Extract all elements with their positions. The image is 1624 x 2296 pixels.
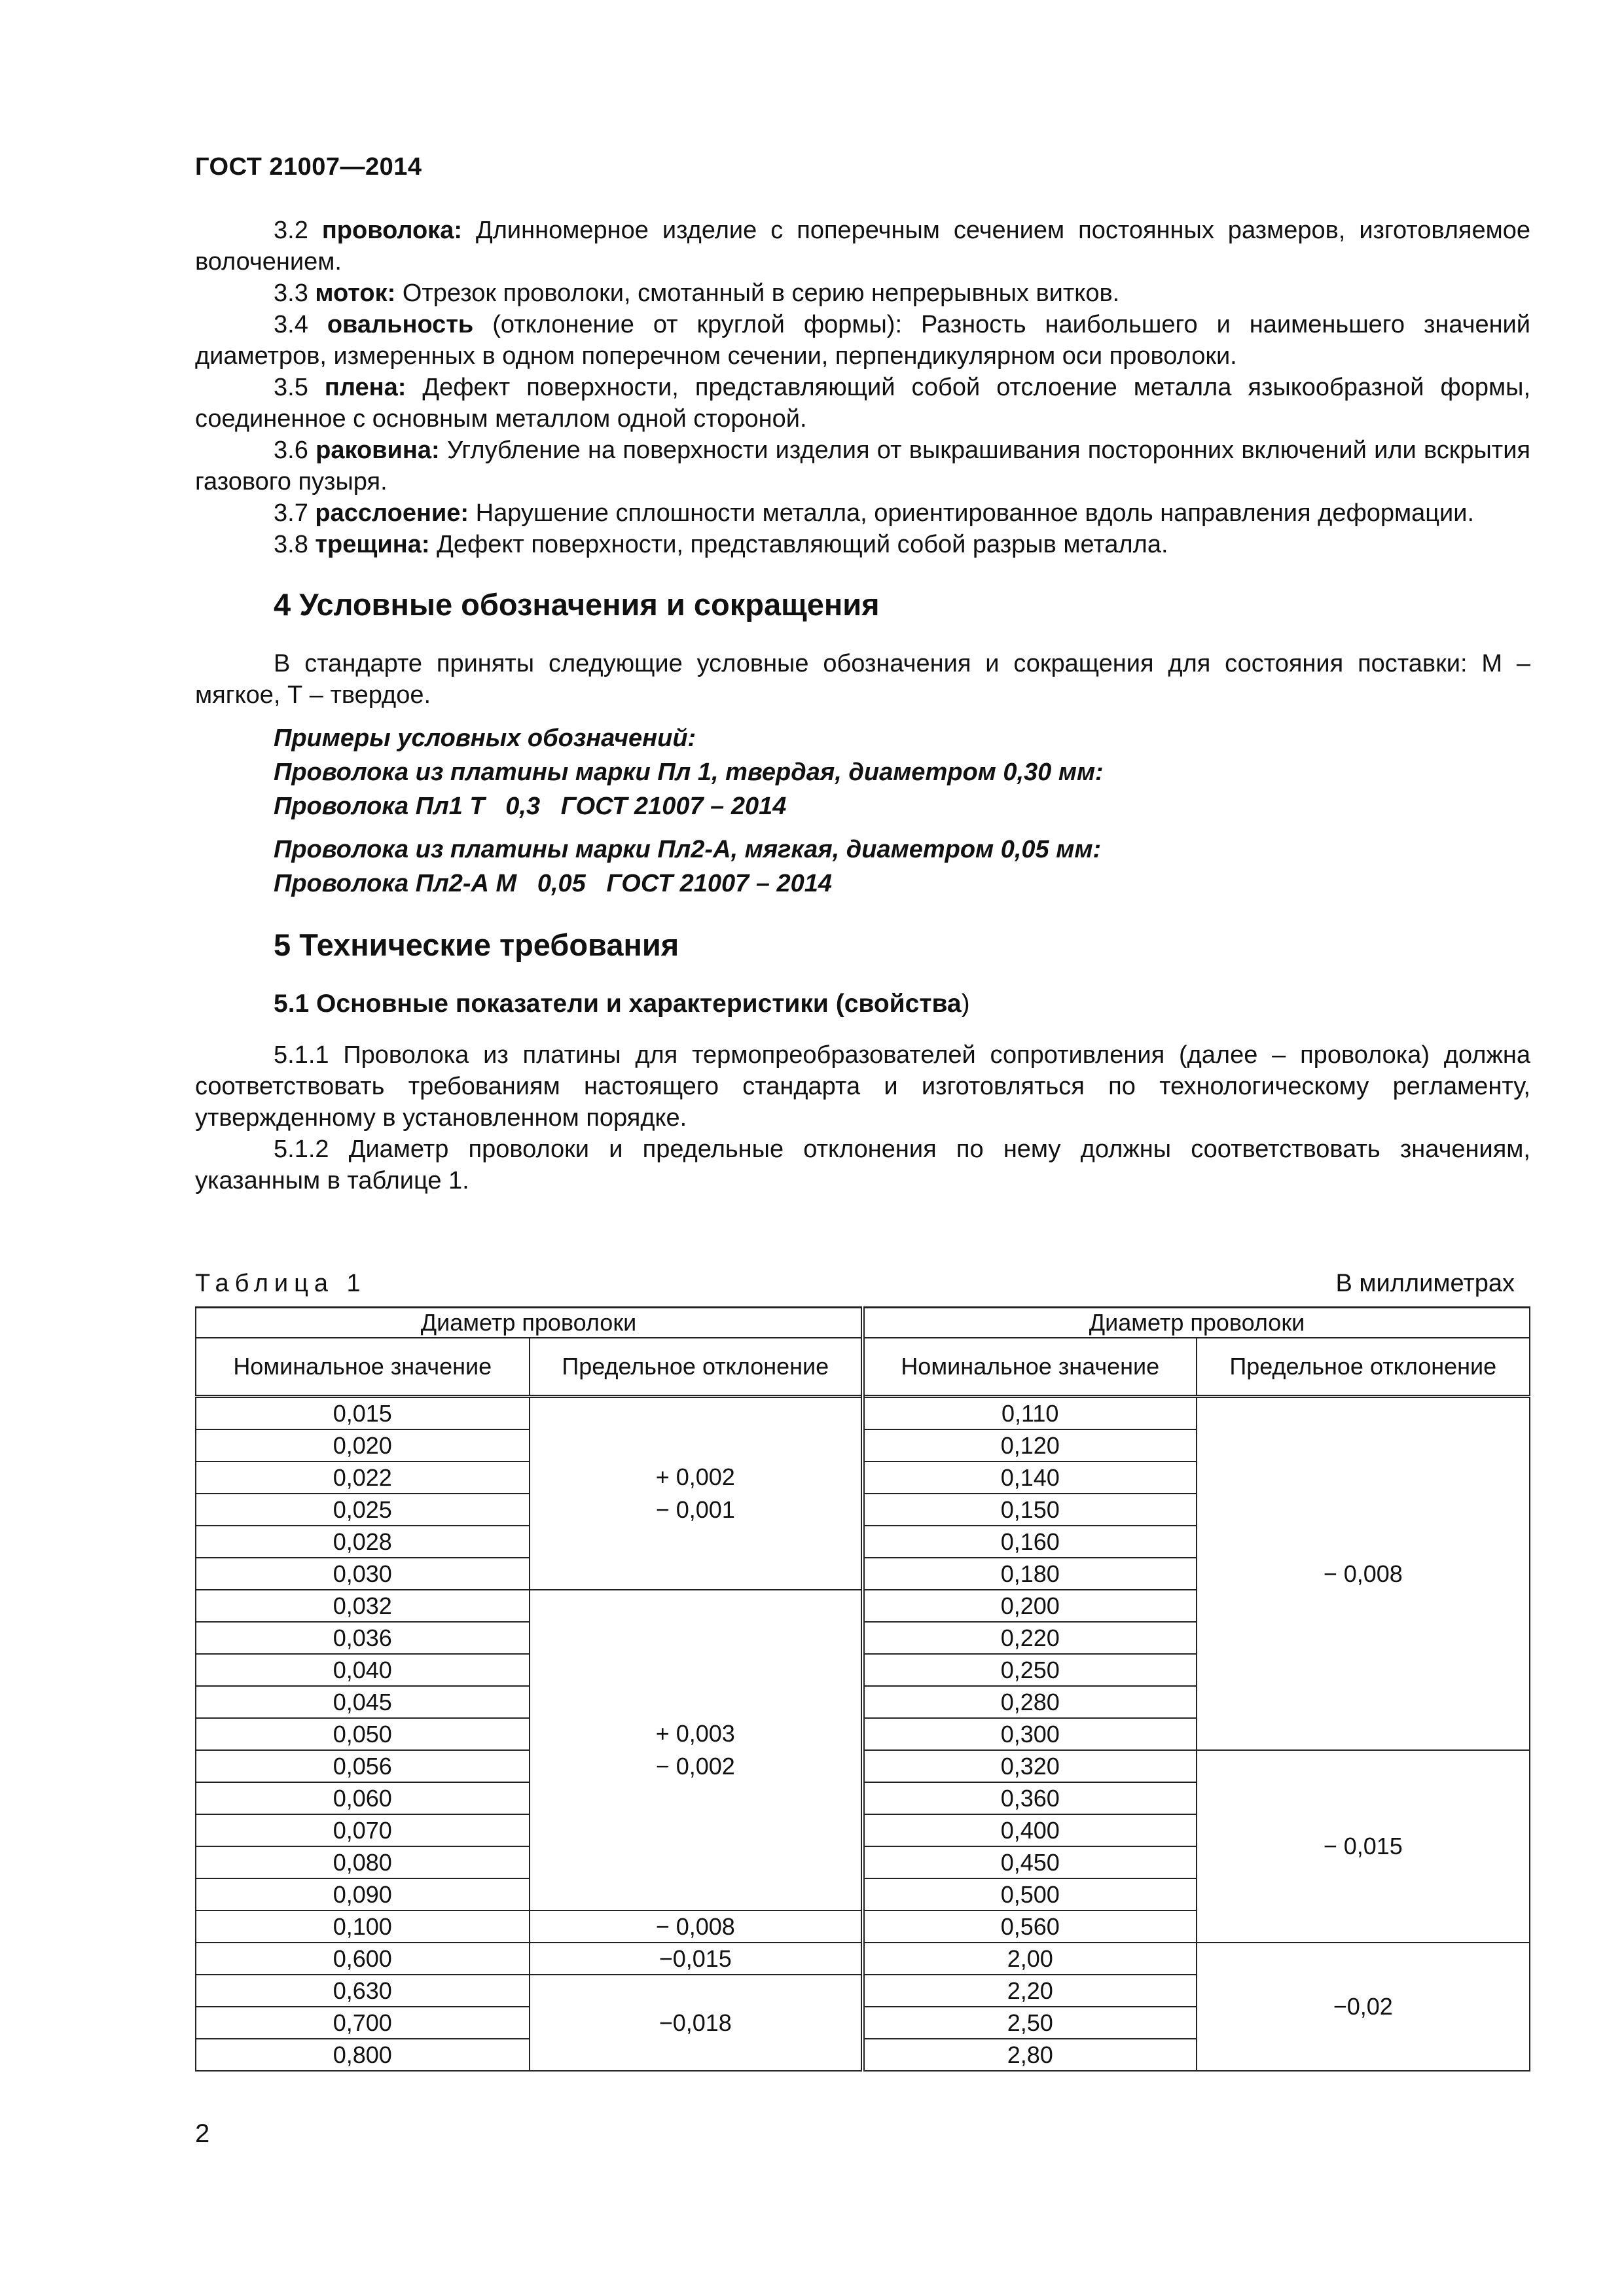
- left-tolerance-cell: − 0,008: [530, 1910, 863, 1943]
- right-nominal-cell: 2,00: [863, 1943, 1197, 1975]
- left-nominal-cell: 0,040: [196, 1654, 530, 1686]
- examples-title: Примеры условных обозначений:: [274, 725, 696, 752]
- table-caption: Таблица 1: [195, 1270, 367, 1297]
- table-caption-row: [195, 1270, 1515, 1302]
- paragraph-5-1-2: 5.1.2 Диаметр проволоки и предельные отклонения по нему должны соответствовать значениям, указанным в таблице 1.: [195, 1136, 1530, 1194]
- example-1-designation: Проволока Пл1 Т 0,3 ГОСТ 21007 – 2014: [274, 793, 787, 820]
- table-row: [196, 1943, 1530, 1975]
- left-nominal-cell: 0,070: [196, 1814, 530, 1846]
- right-nominal-cell: 2,80: [863, 2039, 1197, 2071]
- table-body: [196, 1397, 1530, 2072]
- left-nominal-cell: 0,100: [196, 1910, 530, 1943]
- definition-3-8: 3.8 трещина: Дефект поверхности, представляющий собой разрыв металла.: [274, 531, 1168, 558]
- definition-3-4: 3.4 овальность (отклонение от круглой формы): Разность наибольшего и наименьшего значений диаметров, измеренных в одном поперечном сечении, перпендикулярном оси проволоки.: [195, 311, 1531, 370]
- left-nominal-cell: 0,028: [196, 1526, 530, 1558]
- right-nominal-header: Номинальное значение: [863, 1338, 1197, 1397]
- section-5-1-title: 5.1 Основные показатели и характеристики (свойства): [274, 990, 970, 1018]
- definition-3-6: 3.6 раковина: Углубление на поверхности изделия от выкрашивания посторонних включений или вскрытия газового пузыря.: [195, 437, 1531, 495]
- definition-3-3: 3.3 моток: Отрезок проволоки, смотанный в серию непрерывных витков.: [274, 279, 1120, 307]
- right-nominal-cell: 0,400: [863, 1814, 1197, 1846]
- left-nominal-cell: 0,600: [196, 1943, 530, 1975]
- right-tolerance-cell: − 0,008: [1197, 1397, 1530, 1751]
- left-tolerance-cell: −0,018: [530, 1975, 863, 2071]
- left-nominal-cell: 0,630: [196, 1975, 530, 2007]
- right-nominal-cell: 0,150: [863, 1494, 1197, 1526]
- left-nominal-cell: 0,050: [196, 1718, 530, 1750]
- right-nominal-cell: 0,560: [863, 1910, 1197, 1943]
- right-nominal-cell: 0,160: [863, 1526, 1197, 1558]
- left-nominal-header: Номинальное значение: [196, 1338, 530, 1397]
- right-group-header: Диаметр проволоки: [863, 1308, 1530, 1338]
- left-nominal-cell: 0,060: [196, 1782, 530, 1814]
- right-nominal-cell: 0,360: [863, 1782, 1197, 1814]
- right-nominal-cell: 0,120: [863, 1429, 1197, 1462]
- diameter-table: [195, 1306, 1530, 2072]
- right-nominal-cell: 0,220: [863, 1622, 1197, 1654]
- page-number: 2: [195, 2119, 210, 2148]
- section-4-text: В стандарте приняты следующие условные обозначения и сокращения для состояния поставки: М – мягкое, Т – твердое.: [195, 650, 1530, 709]
- document-header: ГОСТ 21007—2014: [195, 153, 422, 181]
- page-content: [195, 215, 1530, 1196]
- left-tolerance-cell: + 0,003 − 0,002: [530, 1590, 863, 1910]
- right-nominal-cell: 0,300: [863, 1718, 1197, 1750]
- left-tolerance-cell: −0,015: [530, 1943, 863, 1975]
- right-nominal-cell: 0,110: [863, 1397, 1197, 1430]
- right-nominal-cell: 2,50: [863, 2007, 1197, 2039]
- left-nominal-cell: 0,025: [196, 1494, 530, 1526]
- left-nominal-cell: 0,056: [196, 1750, 530, 1782]
- section-5-title: 5 Технические требования: [274, 927, 679, 962]
- left-nominal-cell: 0,800: [196, 2039, 530, 2071]
- paragraph-5-1-1: 5.1.1 Проволока из платины для термопреобразователей сопротивления (далее – проволока) должна соответствовать требованиям настоящего стандарта и изготовляться по технологическому регламенту, утвержденному в установленном порядке.: [195, 1041, 1530, 1132]
- section-4-title: 4 Условные обозначения и сокращения: [274, 587, 880, 622]
- table-units: В миллиметрах: [1335, 1270, 1515, 1297]
- left-group-header: Диаметр проволоки: [196, 1308, 863, 1338]
- right-nominal-cell: 0,140: [863, 1462, 1197, 1494]
- left-tolerance-header: Предельное отклонение: [530, 1338, 863, 1397]
- right-nominal-cell: 0,280: [863, 1686, 1197, 1718]
- definition-3-5: 3.5 плена: Дефект поверхности, представляющий собой отслоение металла языкообразной формы, соединенное с основным металлом одной стороной.: [195, 374, 1531, 433]
- left-nominal-cell: 0,045: [196, 1686, 530, 1718]
- left-nominal-cell: 0,080: [196, 1846, 530, 1878]
- left-nominal-cell: 0,036: [196, 1622, 530, 1654]
- left-nominal-cell: 0,020: [196, 1429, 530, 1462]
- example-2-designation: Проволока Пл2-А М 0,05 ГОСТ 21007 – 2014: [274, 870, 833, 897]
- left-nominal-cell: 0,030: [196, 1558, 530, 1590]
- right-nominal-cell: 0,450: [863, 1846, 1197, 1878]
- right-nominal-cell: 0,320: [863, 1750, 1197, 1782]
- right-nominal-cell: 0,250: [863, 1654, 1197, 1686]
- left-nominal-cell: 0,700: [196, 2007, 530, 2039]
- definition-3-2: 3.2 проволока: Длинномерное изделие с поперечным сечением постоянных размеров, изготовляемое волочением.: [195, 217, 1531, 276]
- table-row: [196, 1750, 1530, 1782]
- right-tolerance-header: Предельное отклонение: [1197, 1338, 1530, 1397]
- right-nominal-cell: 0,500: [863, 1878, 1197, 1910]
- example-1-description: Проволока из платины марки Пл 1, твердая, диаметром 0,30 мм:: [274, 759, 1104, 786]
- right-nominal-cell: 0,180: [863, 1558, 1197, 1590]
- left-tolerance-cell: + 0,002 − 0,001: [530, 1397, 863, 1590]
- definition-3-7: 3.7 расслоение: Нарушение сплошности металла, ориентированное вдоль направления деформации.: [274, 499, 1475, 527]
- left-nominal-cell: 0,022: [196, 1462, 530, 1494]
- left-nominal-cell: 0,032: [196, 1590, 530, 1622]
- left-nominal-cell: 0,090: [196, 1878, 530, 1910]
- table-row: [196, 1397, 1530, 1430]
- left-nominal-cell: 0,015: [196, 1397, 530, 1430]
- right-nominal-cell: 2,20: [863, 1975, 1197, 2007]
- right-nominal-cell: 0,200: [863, 1590, 1197, 1622]
- right-tolerance-cell: − 0,015: [1197, 1750, 1530, 1943]
- example-2-description: Проволока из платины марки Пл2-А, мягкая, диаметром 0,05 мм:: [274, 836, 1102, 863]
- right-tolerance-cell: −0,02: [1197, 1943, 1530, 2071]
